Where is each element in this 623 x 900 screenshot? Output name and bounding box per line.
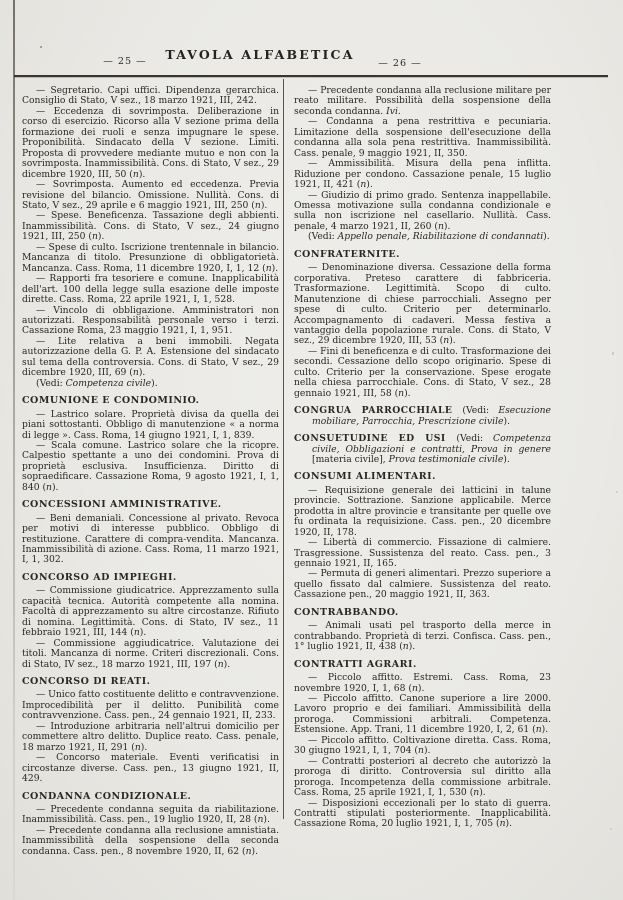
text-run: ). bbox=[366, 179, 373, 191]
index-entry bbox=[22, 639, 279, 670]
index-entry bbox=[22, 805, 279, 826]
text-run: — Introduzione arbitraria nell'altrui domicilio per commettere altro delitto. Duplice reato. Cass. penale, 18 marzo 1921, II, 291 ( bbox=[22, 720, 279, 753]
italic-text-run: Competenza civile bbox=[65, 377, 152, 389]
text-run: ). bbox=[543, 231, 550, 243]
text-run: — Eccedenza di sovrimposta. Deliberazione in corso di esercizio. Ricorso alla V sezione prima della formazione dei ruoli e senza impugnare le spese. Proponibilità. Sindacato della V sezione. Limiti. Proposta di provvedere mediante mutuo e non con la sovrimposta. Inammissibilità. Cons. di Stato, V sez., 29 dicembre 1920, III, 50 ( bbox=[22, 105, 279, 180]
italic-text-run: n bbox=[133, 627, 140, 639]
text-run: — Libertà di commercio. Fissazione di calmiere. Trasgressione. Sussistenza del reato. Cass. pen., 3 gennaio 1921, II, 165. bbox=[294, 537, 551, 570]
index-entry bbox=[294, 757, 551, 799]
page-fold-line bbox=[13, 0, 15, 900]
text-run: ). bbox=[263, 814, 270, 826]
section-heading bbox=[22, 677, 279, 687]
index-entry bbox=[22, 441, 279, 493]
text-run: — Segretario. Capi uffici. Dipendenza gerarchica. Consiglio di Stato, V sez., 18 marzo 1921, III, 242. bbox=[22, 85, 279, 107]
italic-text-run: Ivi. bbox=[386, 105, 401, 117]
text-run: CONTRATTI AGRARI. bbox=[294, 658, 417, 670]
italic-text-run: Prova testimoniale civile bbox=[388, 453, 504, 465]
text-run: CONTRABBANDO. bbox=[294, 606, 399, 618]
italic-text-run: n bbox=[217, 658, 224, 670]
left-column-page-25 bbox=[22, 86, 279, 857]
italic-text-run: n bbox=[132, 168, 139, 180]
italic-text-run: n bbox=[92, 231, 98, 243]
text-run: ). bbox=[138, 367, 146, 379]
text-run: ). bbox=[260, 199, 268, 211]
index-entry bbox=[294, 538, 551, 569]
text-run: ). bbox=[449, 335, 456, 347]
caps-text-run: CONSUETUDINE ED USI bbox=[294, 433, 457, 445]
index-entry bbox=[294, 263, 551, 347]
text-run: — Commissione giudicatrice. Apprezzamento sulla capacità tecnica. Autorità competente alla nomina. Facoltà di apprezzamento su altre circostanze. Rifiuto di nomina. Legittimità. Cons. di Stato, IV sez., 11 febbraio 1921, III, 144 ( bbox=[22, 585, 279, 639]
text-run: — Precedente condanna seguita da riabilitazione. Inammissibilità. Cass. pen., 19 luglio 1920, II, 28 ( bbox=[22, 804, 279, 826]
section-heading bbox=[22, 500, 279, 510]
text-columns bbox=[22, 86, 551, 857]
text-run: — Lite relativa a beni immobili. Negata autorizzazione della G. P. A. Estensione del sindacato sul tema della controversia. Cons. di Stato, V sez., 29 dicembre 1920, III, 69 ( bbox=[22, 335, 279, 379]
italic-text-run: n bbox=[398, 387, 405, 399]
index-entry bbox=[294, 799, 551, 830]
text-run: — Spese. Beneficenza. Tassazione degli abbienti. Inammissibilità. Cons. di Stato, V sez., 24 giugno 1921, III, 250 ( bbox=[22, 210, 279, 243]
text-run: ). bbox=[479, 787, 486, 799]
text-run: — Precedente condanna alla reclusione militare per reato militare. Possibilità della sospensione della seconda condanna. bbox=[294, 85, 551, 117]
index-entry bbox=[22, 722, 279, 753]
scan-speck bbox=[610, 828, 612, 830]
text-run: CONDANNA CONDIZIONALE. bbox=[22, 790, 192, 802]
header-rule bbox=[14, 75, 608, 77]
italic-text-run: n bbox=[360, 179, 367, 191]
italic-text-run: Competenza civile, Obbligazioni e contratti, Prova in genere bbox=[312, 433, 552, 455]
text-run: ). bbox=[408, 641, 416, 653]
italic-text-run: n bbox=[412, 682, 418, 694]
text-run: — Beni demaniali. Concessione al privato. Revoca per motivi di interesse pubblico. Obbligo di restituzione. Carattere di compra-vendita. Mancanza. Inammissibilità di azione. Cass. Roma, 11 marzo 1921, I, 1, 302. bbox=[22, 512, 279, 566]
text-run: — Commissione aggiudicatrice. Valutazione dei titoli. Mancanza di norme. Criteri discrezionali. Cons. di Stato, IV sez., 18 marzo 1921, III, 197 ( bbox=[22, 637, 279, 670]
text-run: COMUNIONE E CONDOMINIO. bbox=[22, 395, 200, 407]
italic-text-run: n bbox=[132, 367, 139, 379]
index-entry bbox=[294, 694, 551, 736]
section-heading bbox=[294, 608, 551, 618]
text-run: — Giudizio di primo grado. Sentenza inappellabile. Omessa motivazione sulla condanna condizionale e sulla non iscrizione nel casellario. Nullità. Cass. penale, 4 marzo 1921, II, 260 ( bbox=[294, 189, 551, 232]
index-entry bbox=[22, 826, 279, 857]
text-run: ). bbox=[404, 387, 411, 399]
caps-text-run: CONGRUA PARROCCHIALE bbox=[294, 405, 463, 417]
text-run: ). bbox=[151, 377, 158, 389]
index-entry bbox=[294, 86, 551, 117]
text-run: — Piccolo affitto. Estremi. Cass. Roma, 23 novembre 1920, I, 1, 68 ( bbox=[294, 672, 551, 694]
index-entry bbox=[294, 117, 551, 159]
text-run: (Vedi: bbox=[36, 377, 66, 389]
section-heading bbox=[294, 660, 551, 670]
text-run: ). bbox=[503, 415, 511, 427]
text-run: CONSUMI ALIMENTARI. bbox=[294, 471, 436, 483]
italic-text-run: n bbox=[437, 220, 444, 232]
text-run: — Vincolo di obbligazione. Amministratori non autorizzati. Responsabilità personale verso i terzi. Cassazione Roma, 23 maggio 1921, I, 1, 951. bbox=[22, 304, 279, 337]
text-run: — Ammissibilità. Misura della pena inflitta. Riduzione per condono. Cassazione penale, 15 luglio 1921, II, 421 ( bbox=[294, 158, 551, 191]
page-number-left: — 25 — bbox=[103, 56, 147, 67]
text-run: CONCORSO DI REATI. bbox=[22, 676, 151, 688]
section-heading bbox=[294, 472, 551, 482]
index-entry bbox=[22, 243, 279, 274]
text-run: [materia civile], bbox=[312, 453, 389, 465]
text-run: CONCESSIONI AMMINISTRATIVE. bbox=[22, 499, 222, 511]
text-run: ). bbox=[271, 262, 279, 274]
text-run: ). bbox=[541, 724, 549, 736]
text-run: — Sovrimposta. Aumento ed eccedenza. Previa revisione del bilancio. Omissione. Nullità. Cons. di Stato, V sez., 29 aprile e 6 maggio 1921, III, 250 ( bbox=[22, 179, 279, 211]
scan-speck bbox=[612, 352, 614, 355]
text-run: — Requisizione generale dei latticini in talune provincie. Sottrazione. Sanzione applicabile. Merce prodotta in altre provincie e transitante per quelle ove fu ordinata la requisizione. Cass. pen., 20 dicembre 1920, II, 178. bbox=[294, 484, 551, 538]
italic-text-run: Appello penale, Riabilitazione di condannati bbox=[337, 231, 544, 243]
index-entry bbox=[294, 486, 551, 538]
index-entry bbox=[22, 410, 279, 441]
index-entry bbox=[22, 211, 279, 242]
index-entry bbox=[22, 753, 279, 784]
index-entry bbox=[22, 586, 279, 638]
text-run: ). bbox=[505, 818, 513, 830]
text-run: ). bbox=[443, 220, 451, 232]
index-entry bbox=[294, 159, 551, 190]
text-run: ). bbox=[423, 745, 431, 757]
text-run: ). bbox=[251, 845, 259, 857]
index-entry bbox=[294, 347, 551, 399]
text-run: ). bbox=[503, 453, 510, 465]
text-run: ). bbox=[97, 231, 105, 243]
italic-text-run: n bbox=[402, 641, 409, 653]
index-entry bbox=[22, 180, 279, 211]
index-entry bbox=[22, 337, 279, 379]
text-run: — Denominazione diversa. Cessazione della forma corporativa. Preteso carattere di fabbriceria. Trasformazione. Legittimità. Scopo di culto. Manutenzione di chiese parrocchiali. Assegno per spese di culto. Criterio per determinarlo. Accompagnamento di cadaveri. Messa festiva a vantaggio della popolazione rurale. Cons. di Stato, V sez., 29 dicembre 1920, III, 53 ( bbox=[294, 262, 551, 347]
text-run: — Fini di beneficenza e di culto. Trasformazione dei secondi. Cessazione dello scopo originario. Spese di culto. Criterio per la conservazione. Spese erogate nella chiesa parrocchiale. Cons. di Stato, V sez., 28 gennaio 1921, III, 58 ( bbox=[294, 345, 551, 399]
italic-text-run: n bbox=[265, 262, 272, 274]
index-entry bbox=[22, 690, 279, 721]
text-run: ). bbox=[223, 658, 231, 670]
italic-text-run: n bbox=[245, 845, 252, 857]
text-run: — Unico fatto costituente delitto e contravvenzione. Improcedibilità per il delitto. Punibilità come contravvenzione. Cass. pen., 24 gennaio 1921, II, 233. bbox=[22, 689, 279, 722]
cross-reference bbox=[294, 232, 551, 242]
index-entry bbox=[22, 306, 279, 337]
text-run: (Vedi: bbox=[462, 405, 499, 417]
text-run: — Concorso materiale. Eventi verificatisi in circostanze diverse. Cass. pen., 13 giugno 1921, II, 429. bbox=[22, 752, 279, 785]
italic-text-run: n bbox=[499, 818, 506, 830]
text-run: — Permuta di generi alimentari. Prezzo superiore a quello fissato dal calmiere. Sussistenza del reato. Cassazione pen., 20 maggio 1921, II, 363. bbox=[294, 568, 551, 601]
section-heading bbox=[22, 573, 279, 583]
text-run: — Condanna a pena restrittiva e pecuniaria. Limitazione della sospensione dell'esecuzione della condanna alla sola pena restrittiva. Inammissibilità. Cass. penale, 9 maggio 1921, II, 350. bbox=[294, 116, 551, 159]
heading-with-reference bbox=[294, 406, 551, 427]
italic-text-run: n bbox=[418, 745, 424, 757]
italic-text-run: n bbox=[257, 814, 264, 826]
section-heading bbox=[22, 792, 279, 802]
index-entry bbox=[294, 673, 551, 694]
text-run: — Contratti posteriori al decreto che autorizzò la proroga di diritto. Controversia sul diritto alla proroga. Incompetenza della commissione arbitrale. Cass. Roma, 25 aprile 1921, I, 1, 530 ( bbox=[294, 755, 551, 799]
text-run: CONCORSO AD IMPIEGHI. bbox=[22, 571, 177, 583]
section-heading bbox=[294, 250, 551, 260]
index-entry bbox=[22, 107, 279, 180]
text-run: — Animali usati pel trasporto della merce in contrabbando. Proprietà di terzi. Confisca. Cass. pen., 1° luglio 1921, II, 438 ( bbox=[294, 620, 551, 653]
index-entry bbox=[294, 736, 551, 757]
text-run: CONFRATERNITE. bbox=[294, 248, 400, 260]
index-entry bbox=[22, 86, 279, 107]
page-number-right: — 26 — bbox=[378, 58, 422, 69]
right-column-page-26 bbox=[294, 86, 551, 857]
italic-text-run: n bbox=[443, 335, 450, 347]
text-run: — Lastrico solare. Proprietà divisa da quella dei piani sottostanti. Obbligo di manutenzione « a norma di legge ». Cass. Roma, 14 giugno 1921, I, 1, 839. bbox=[22, 408, 279, 441]
index-entry bbox=[22, 514, 279, 566]
text-run: ). bbox=[51, 481, 59, 493]
text-run: ). bbox=[139, 627, 147, 639]
text-run: — Precedente condanna alla reclusione amnistiata. Inammissibilità della sospensione della seconda condanna. Cass. pen., 8 novembre 1920, II, 62 ( bbox=[22, 824, 279, 857]
italic-text-run: n bbox=[535, 724, 542, 736]
text-run: ). bbox=[417, 682, 425, 694]
text-run: (Vedi: bbox=[456, 433, 494, 445]
index-entry bbox=[22, 274, 279, 305]
index-entry bbox=[294, 621, 551, 652]
text-run: — Piccolo affitto. Coltivazione diretta. Cass. Roma, 30 giugno 1921, I, 1, 704 ( bbox=[294, 734, 551, 757]
text-run: — Scala comune. Lastrico solare che la ricopre. Calpestio spettante a uno dei condomini. Prova di proprietà esclusiva. Insufficienza. Diritto di sopraedificare. Cassazione Roma, 9 agosto 1921, I, 1, 840 ( bbox=[22, 439, 279, 493]
text-run: — Rapporti fra tesoriere e comune. Inapplicabilità dell'art. 100 della legge sulla esazione delle imposte dirette. Cass. Roma, 22 aprile 1921, I, 1, 528. bbox=[22, 273, 279, 306]
scan-speck bbox=[40, 46, 42, 48]
text-run: — Piccolo affitto. Canone superiore a lire 2000. Lavoro proprio e dei familiari. Ammissibilità della proroga. Commissioni arbitrali. Competenza. Estensione. App. Trani, 11 dicembre 1920, I, 2, 61 ( bbox=[294, 693, 551, 736]
italic-text-run: n bbox=[134, 741, 141, 753]
scan-speck bbox=[616, 491, 618, 493]
italic-text-run: n bbox=[46, 481, 52, 493]
index-entry bbox=[294, 191, 551, 233]
text-run: — Spese di culto. Iscrizione trentennale in bilancio. Mancanza di titolo. Presunzione di obbligatorietà. Mancanza. Cass. Roma, 11 dicembre 1920, I, 1, 12 ( bbox=[22, 241, 279, 274]
text-run: ). bbox=[138, 168, 146, 180]
italic-text-run: Esecuzione mobiliare, Parrocchia, Prescrizione civile bbox=[312, 405, 551, 427]
section-heading bbox=[22, 396, 279, 406]
text-run: ). bbox=[140, 741, 148, 753]
heading-with-reference bbox=[294, 434, 551, 465]
text-run: (Vedi: bbox=[308, 231, 338, 243]
page-title: TAVOLA ALFABETICA bbox=[165, 47, 355, 62]
index-entry bbox=[294, 569, 551, 600]
cross-reference bbox=[22, 379, 279, 389]
italic-text-run: n bbox=[254, 199, 261, 211]
italic-text-run: n bbox=[473, 787, 480, 799]
text-run: — Disposizioni eccezionali per lo stato di guerra. Contratti stipulati posteriormente. Inapplicabilità. Cassazione Roma, 20 luglio 1921, I, 1, 705 ( bbox=[294, 797, 551, 830]
